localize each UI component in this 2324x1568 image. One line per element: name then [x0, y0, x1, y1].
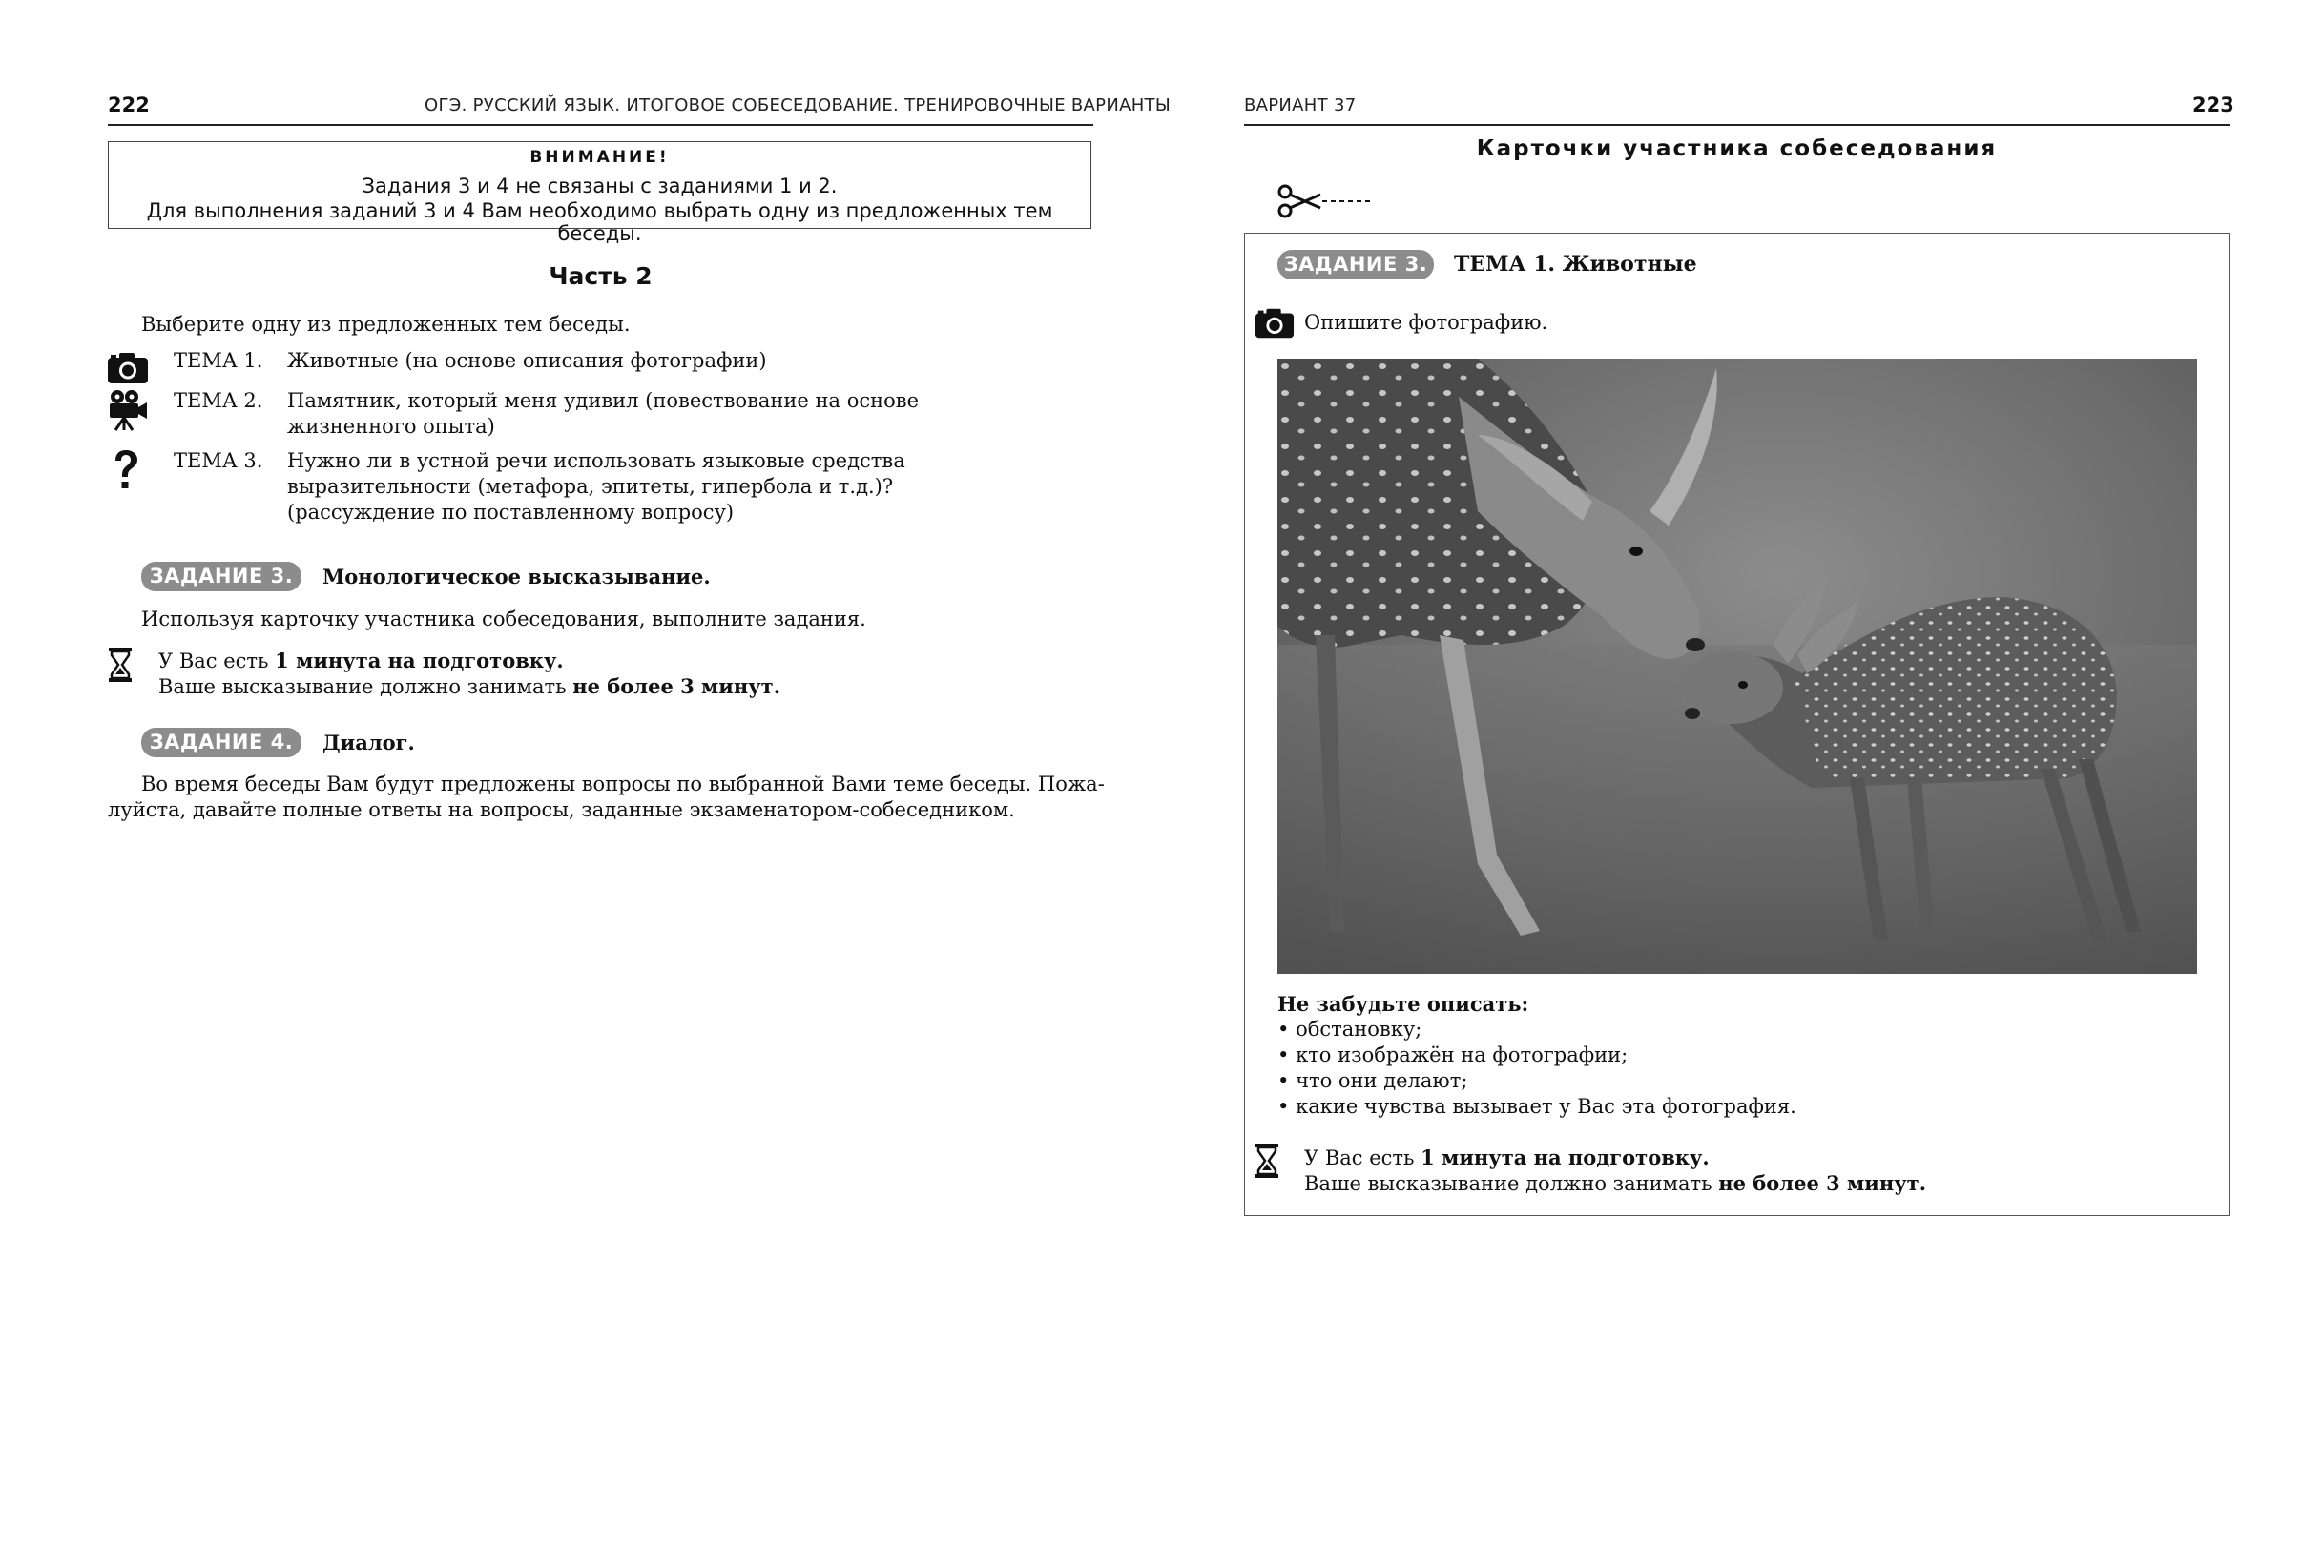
card-limit-line: Ваше высказывание должно занимать не более 3 минут. [1304, 1171, 1927, 1195]
task-3-badge: ЗАДАНИЕ 3. [141, 562, 301, 591]
hourglass-icon [1255, 1143, 1279, 1179]
topic-2-text-line-2: жизненного опыта) [287, 415, 495, 438]
right-header-rule [1244, 124, 2230, 126]
part-title: Часть 2 [549, 262, 653, 290]
topic-3-text-line-3: (рассуждение по поставленному вопросу) [287, 501, 735, 524]
card-topic: ТЕМА 1. Животные [1454, 252, 1697, 277]
task-4-text-line-2: луйста, давайте полные ответы на вопросы, заданные экзаменатором-собеседником. [108, 798, 1015, 821]
left-page-number: 222 [108, 93, 150, 116]
right-page-number: 223 [2192, 93, 2234, 116]
task-4-text-line-1: Во время беседы Вам будут предложены вопросы по выбранной Вами теме беседы. Пожа- [141, 773, 1105, 795]
notice-title: ВНИМАНИЕ! [529, 148, 670, 167]
task-3-limit-line: Ваше высказывание должно занимать не более 3 минут. [158, 674, 781, 698]
topic-3-label: ТЕМА 3. [174, 449, 263, 472]
topic-3-text-line-1: Нужно ли в устной речи использовать языковые средства [287, 449, 905, 472]
scissors-icon [1276, 182, 1372, 220]
deer-photo [1277, 359, 2197, 974]
task-4-title: Диалог. [322, 731, 415, 754]
remember-bullet-1: • обстановку; [1277, 1018, 1422, 1041]
card-prep-line: У Вас есть 1 минута на подготовку. [1304, 1145, 1710, 1169]
remember-bullet-2: • кто изображён на фотографии; [1277, 1043, 1629, 1066]
task-3-prep-line: У Вас есть 1 минута на подготовку. [158, 649, 564, 672]
notice-box [108, 141, 1091, 245]
remember-bullet-4: • какие чувства вызывает у Вас эта фотография. [1277, 1095, 1796, 1118]
remember-bullet-3: • что они делают; [1277, 1069, 1468, 1092]
camera-icon [107, 352, 149, 384]
topic-2-text-line-1: Памятник, который меня удивил (повествование на основе [287, 389, 920, 412]
task-3-title: Монологическое высказывание. [322, 565, 711, 588]
topic-2-label: ТЕМА 2. [174, 389, 263, 412]
question-icon [112, 449, 140, 491]
topic-1-label: ТЕМА 1. [174, 349, 263, 372]
task-4-badge: ЗАДАНИЕ 4. [141, 728, 301, 757]
topic-1-text: Животные (на основе описания фотографии) [287, 349, 767, 372]
card-describe: Опишите фотографию. [1304, 311, 1548, 334]
right-running-head: ВАРИАНТ 37 [1244, 95, 1357, 115]
film-camera-icon [107, 389, 149, 431]
topics-intro: Выберите одну из предложенных тем беседы. [141, 313, 631, 336]
card-task-badge: ЗАДАНИЕ 3. [1277, 250, 1434, 279]
topic-3-text-line-2: выразительности (метафора, эпитеты, гипербола и т.д.)? [287, 475, 894, 498]
camera-icon [1255, 307, 1295, 340]
left-running-head: ОГЭ. РУССКИЙ ЯЗЫК. ИТОГОВОЕ СОБЕСЕДОВАНИЕ. ТРЕНИРОВОЧНЫЕ ВАРИАНТЫ [425, 95, 1172, 115]
notice-line-1: Задания 3 и 4 не связаны с заданиями 1 и 2. [362, 175, 838, 197]
notice-line-2: Для выполнения заданий 3 и 4 Вам необходимо выбрать одну из предложенных тем беседы. [146, 199, 1053, 245]
hourglass-icon [108, 647, 133, 683]
left-header-rule [108, 124, 1093, 126]
task-3-instruction: Используя карточку участника собеседования, выполните задания. [141, 608, 866, 630]
card-heading: Карточки участника собеседования [1476, 136, 1998, 161]
remember-title: Не забудьте описать: [1277, 992, 1529, 1016]
